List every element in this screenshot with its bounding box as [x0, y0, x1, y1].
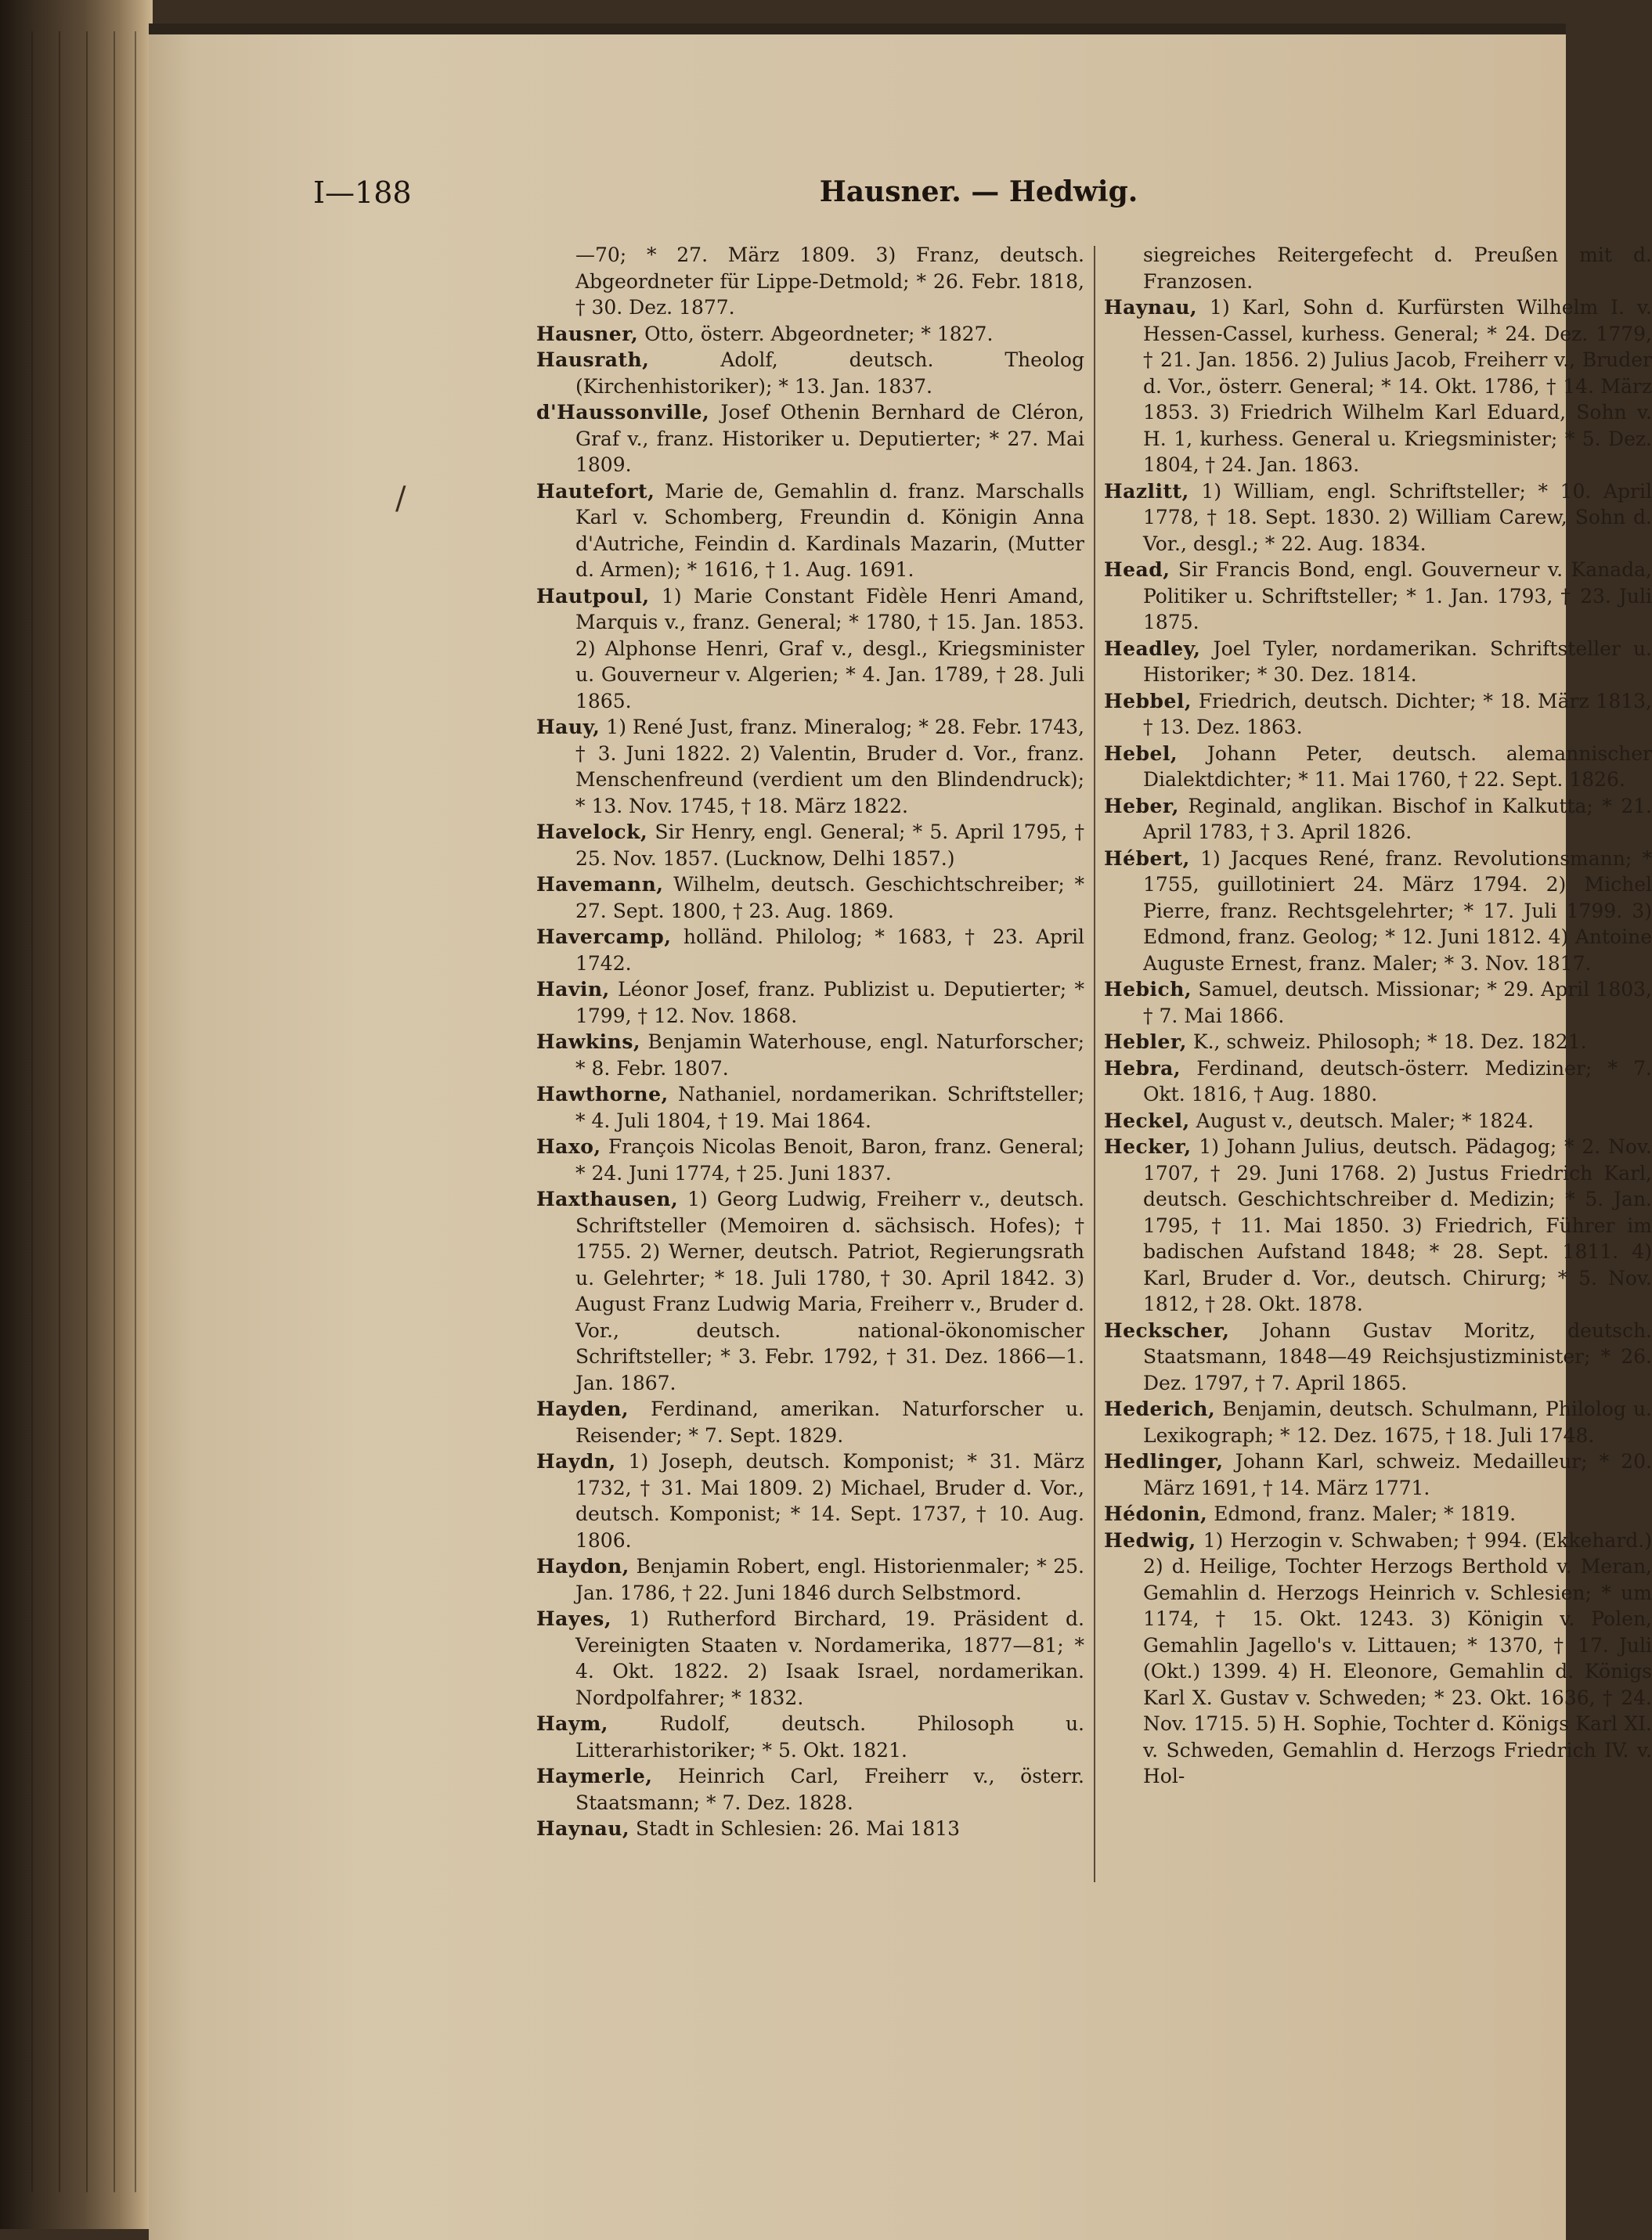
entry-headword: Hédonin, [1104, 1502, 1208, 1525]
entry-headword: Hebich, [1104, 978, 1192, 1001]
entry-text: 1) Jacques René, franz. Revolutionsmann; * 1755, guillotiniert 24. März 1794. 2) Michel Pierre, franz. Rechtsgelehrter; * 17. Juli 1799. 3) Edmond, franz. Geolog; * 12. Juni 1812. 4) Antoine Auguste Ernest, franz. Maler; * 3. Nov. 1817. [1143, 846, 1652, 975]
entry-text: Johann Karl, schweiz. Medailleur; * 20. März 1691, † 14. März 1771. [1143, 1450, 1652, 1499]
dictionary-entry [1104, 846, 1652, 977]
entry-headword: d'Haussonville, [536, 401, 710, 424]
column-divider [1094, 246, 1095, 1882]
entry-headword: Hecker, [1104, 1135, 1192, 1158]
dictionary-entry [1104, 1134, 1652, 1318]
entry-headword: Haym, [536, 1712, 609, 1735]
entry-headword: Hawthorne, [536, 1083, 669, 1106]
dictionary-entry [536, 242, 1084, 321]
dictionary-entry [1104, 557, 1652, 636]
entry-headword: Hebler, [1104, 1030, 1187, 1053]
entry-headword: Hebel, [1104, 741, 1178, 765]
dictionary-entry [536, 976, 1084, 1029]
dictionary-entry [1104, 636, 1652, 688]
entry-headword: Hedlinger, [1104, 1450, 1224, 1473]
entry-text: siegreiches Reitergefecht d. Preußen mit d. Franzosen. [1143, 243, 1652, 293]
entry-headword: Hawkins, [536, 1030, 641, 1053]
right-column [1104, 242, 1652, 1790]
dictionary-entry [536, 1816, 1084, 1842]
entry-headword: Hederich, [1104, 1398, 1216, 1420]
dictionary-entry [536, 478, 1084, 583]
dictionary-entry [536, 1186, 1084, 1396]
entry-headword: Haynau, [1104, 296, 1198, 319]
dictionary-entry [1104, 1501, 1652, 1528]
entry-text: 1) Karl, Sohn d. Kurfürsten Wilhelm I. v. Hessen-Cassel, kurhess. General; * 24. Dez. 1779, † 21. Jan. 1856. 2) Julius Jacob, Freiherr v., Bruder d. Vor., österr. General; * 14. Okt. 1786, † 14. März 1853. 3) Friedrich Wilhelm Karl Eduard, Sohn v. H. 1, kurhess. General u. Kriegsminister; * 5. Dez. 1804, † 24. Jan. 1863. [1143, 296, 1652, 476]
entry-text: Ferdinand, amerikan. Naturforscher u. Reisender; * 7. Sept. 1829. [575, 1398, 1084, 1447]
entry-headword: Hebbel, [1104, 689, 1192, 712]
entry-text: 1) Rutherford Birchard, 19. Präsident d. Vereinigten Staaten v. Nordamerika, 1877—81; * 4. Okt. 1822. 2) Isaak Israel, nordamerikan. Nordpolfahrer; * 1832. [575, 1607, 1084, 1709]
entry-text: Johann Peter, deutsch. alemannischer Dialektdichter; * 11. Mai 1760, † 22. Sept. 1826. [1143, 741, 1652, 791]
entry-text: Ferdinand, deutsch-österr. Mediziner; * 7. Okt. 1816, † Aug. 1880. [1143, 1056, 1652, 1106]
dictionary-entry [536, 1763, 1084, 1816]
entry-text: Rudolf, deutsch. Philosoph u. Litterarhistoriker; * 5. Okt. 1821. [575, 1712, 1084, 1762]
dictionary-entry [536, 819, 1084, 871]
entry-headword: Haymerle, [536, 1765, 653, 1787]
entry-text: 1) Johann Julius, deutsch. Pädagog; * 2. Nov. 1707, † 29. Juni 1768. 2) Justus Friedrich Karl, deutsch. Geschichtschreiber d. Medizin; * 5. Jan. 1795, † 11. Mai 1850. 3) Friedrich, Führer im badischen Aufstand 1848; * 28. Sept. 1811. 4) Karl, Bruder d. Vor., deutsch. Chirurg; * 5. Nov. 1812, † 28. Okt. 1878. [1143, 1135, 1652, 1315]
entry-text: 1) William, engl. Schriftsteller; * 10. April 1778, † 18. Sept. 1830. 2) William Carew, Sohn d. Vor., desgl.; * 22. Aug. 1834. [1143, 479, 1652, 555]
dictionary-entry [1104, 1448, 1652, 1501]
dictionary-entry [536, 871, 1084, 924]
left-column [536, 242, 1084, 1842]
page-header [313, 175, 1644, 222]
dictionary-entry [536, 1029, 1084, 1081]
dictionary-entry [536, 714, 1084, 819]
dictionary-entry [1104, 1029, 1652, 1055]
running-head: Hausner. — Hedwig. [819, 175, 1138, 208]
dictionary-entry [1104, 793, 1652, 846]
entry-headword: Hebra, [1104, 1056, 1181, 1080]
entry-text: Nathaniel, nordamerikan. Schriftsteller; * 4. Juli 1804, † 19. Mai 1864. [575, 1083, 1084, 1132]
entry-headword: Havemann, [536, 873, 664, 896]
dictionary-entry [536, 924, 1084, 976]
entry-headword: Havelock, [536, 821, 648, 843]
entry-text: Benjamin Robert, engl. Historienmaler; * 25. Jan. 1786, † 22. Juni 1846 durch Selbstmord. [575, 1555, 1084, 1604]
dictionary-entry [536, 1606, 1084, 1711]
dictionary-entry [536, 1081, 1084, 1134]
dictionary-entry [1104, 976, 1652, 1029]
entry-text: Otto, österr. Abgeordneter; * 1827. [638, 322, 994, 345]
dictionary-entry [536, 1134, 1084, 1186]
dictionary-entry [536, 1448, 1084, 1553]
entry-text: Heinrich Carl, Freiherr v., österr. Staatsmann; * 7. Dez. 1828. [575, 1765, 1084, 1814]
entry-headword: Heckscher, [1104, 1318, 1230, 1342]
entry-headword: Haxo, [536, 1135, 601, 1158]
entry-text: Edmond, franz. Maler; * 1819. [1207, 1502, 1517, 1525]
entry-headword: Hautefort, [536, 479, 655, 503]
entry-text: 1) Georg Ludwig, Freiherr v., deutsch. Schriftsteller (Memoiren d. sächsisch. Hofes); † 1755. 2) Werner, deutsch. Patriot, Regierungsrath u. Gelehrter; * 18. Juli 1780, † 30. April 1842. 3) August Franz Ludwig Maria, Freiherr v., Bruder d. Vor., deutsch. national-ökonomischer Schriftsteller; * 3. Febr. 1792, † 31. Dez. 1866—1. Jan. 1867. [575, 1188, 1084, 1394]
page-edge-line [135, 31, 136, 2192]
entry-headword: Haxthausen, [536, 1188, 679, 1210]
entry-headword: Havercamp, [536, 925, 672, 948]
entry-headword: Havin, [536, 978, 610, 1001]
entry-headword: Head, [1104, 558, 1170, 581]
entry-text: Benjamin Waterhouse, engl. Naturforscher; * 8. Febr. 1807. [575, 1030, 1084, 1080]
dictionary-entry [1104, 1396, 1652, 1448]
entry-text: Adolf, deutsch. Theolog (Kirchenhistoriker); * 13. Jan. 1837. [575, 348, 1084, 398]
dictionary-entry [1104, 688, 1652, 741]
dictionary-entry [536, 321, 1084, 348]
entry-headword: Hébert, [1104, 846, 1190, 870]
dictionary-entry [1104, 1318, 1652, 1397]
dictionary-entry [1104, 1108, 1652, 1134]
entry-text: Benjamin, deutsch. Schulmann, Philolog u. Lexikograph; * 12. Dez. 1675, † 18. Juli 1748. [1143, 1398, 1652, 1447]
entry-text: Josef Othenin Bernhard de Cléron, Graf v., franz. Historiker u. Deputierter; * 27. Mai 1809. [575, 401, 1084, 476]
dictionary-entry [1104, 478, 1652, 557]
entry-headword: Hayden, [536, 1398, 629, 1420]
entry-text: Friedrich, deutsch. Dichter; * 18. März 1813, † 13. Dez. 1863. [1143, 689, 1652, 738]
entry-headword: Haynau, [536, 1817, 630, 1840]
entry-text: K., schweiz. Philosoph; * 18. Dez. 1821. [1186, 1030, 1587, 1053]
entry-text: Sir Francis Bond, engl. Gouverneur v. Kanada, Politiker u. Schriftsteller; * 1. Jan. 1793, † 23. Juli 1875. [1143, 558, 1652, 633]
entry-headword: Haydn, [536, 1450, 616, 1473]
entry-headword: Heber, [1104, 794, 1179, 817]
entry-text: August v., deutsch. Maler; * 1824. [1189, 1109, 1535, 1132]
entry-text: 1) Marie Constant Fidèle Henri Amand, Marquis v., franz. General; * 1780, † 15. Jan. 1853. 2) Alphonse Henri, Graf v., desgl., Kriegsminister u. Gouverneur v. Algerien; * 4. Jan. 1789, † 28. Juli 1865. [575, 584, 1084, 712]
entry-headword: Hautpoul, [536, 584, 650, 608]
entry-text: 1) René Just, franz. Mineralog; * 28. Febr. 1743, † 3. Juni 1822. 2) Valentin, Bruder d. Vor., franz. Menschenfreund (verdient um den Blindendruck); * 13. Nov. 1745, † 18. März 1822. [575, 716, 1084, 817]
entry-text: Joel Tyler, nordamerikan. Schriftsteller u. Historiker; * 30. Dez. 1814. [1143, 637, 1652, 686]
dictionary-entry [536, 1711, 1084, 1763]
entry-headword: Heckel, [1104, 1109, 1190, 1132]
entry-text: Marie de, Gemahlin d. franz. Marschalls Karl v. Schomberg, Freundin d. Königin Anna d'Autriche, Feindin d. Kardinals Mazarin, (Mutter d. Armen); * 1616, † 1. Aug. 1691. [575, 479, 1084, 581]
entry-headword: Hauy, [536, 716, 601, 738]
dictionary-entry [1104, 1528, 1652, 1790]
dictionary-entry [536, 347, 1084, 399]
page-edge-line [114, 31, 115, 2192]
dictionary-entry [1104, 741, 1652, 793]
entry-headword: Hedwig, [1104, 1528, 1196, 1552]
book-spine [0, 0, 153, 2229]
entry-text: Léonor Josef, franz. Publizist u. Deputierter; * 1799, † 12. Nov. 1868. [575, 978, 1084, 1027]
page-edge-line [59, 31, 60, 2192]
page-number: I—188 [313, 175, 412, 210]
entry-text: 1) Herzogin v. Schwaben; † 994. (Ekkehard.) 2) d. Heilige, Tochter Herzogs Berthold v. Meran, Gemahlin d. Herzogs Heinrich v. Schlesien; * um 1174, † 15. Okt. 1243. 3) Königin v. Polen, Gemahlin Jagello's v. Littauen; * 1370, † 17. Juli (Okt.) 1399. 4) H. Eleonore, Gemahlin d. Königs Karl X. Gustav v. Schweden; * 23. Okt. 1636, † 24. Nov. 1715. 5) H. Sophie, Tochter d. Königs Karl XI. v. Schweden, Gemahlin d. Herzogs Friedrich IV. v. Hol- [1143, 1528, 1652, 1787]
entry-text: Stadt in Schlesien: 26. Mai 1813 [629, 1817, 961, 1840]
entry-text: Wilhelm, deutsch. Geschichtschreiber; * 27. Sept. 1800, † 23. Aug. 1869. [575, 873, 1084, 922]
entry-headword: Hayes, [536, 1607, 612, 1630]
entry-text: Sir Henry, engl. General; * 5. April 1795, † 25. Nov. 1857. (Lucknow, Delhi 1857.) [575, 821, 1084, 870]
entry-headword: Hausner, [536, 322, 639, 345]
margin-tick-mark: / [395, 481, 406, 517]
entry-headword: Hausrath, [536, 348, 650, 371]
entry-text: —70; * 27. März 1809. 3) Franz, deutsch. Abgeordneter für Lippe-Detmold; * 26. Febr. 1818, † 30. Dez. 1877. [575, 243, 1084, 319]
page-edge-line [31, 31, 33, 2192]
entry-text: Johann Gustav Moritz, deutsch. Staatsmann, 1848—49 Reichsjustizminister; * 26. Dez. 1797, † 7. April 1865. [1143, 1318, 1652, 1394]
entry-headword: Haydon, [536, 1555, 629, 1578]
entry-text: François Nicolas Benoit, Baron, franz. General; * 24. Juni 1774, † 25. Juni 1837. [575, 1135, 1084, 1185]
entry-text: Reginald, anglikan. Bischof in Kalkutta; * 21. April 1783, † 3. April 1826. [1143, 794, 1652, 843]
dictionary-entry [1104, 242, 1652, 294]
dictionary-entry [1104, 294, 1652, 478]
dictionary-entry [1104, 1055, 1652, 1108]
dictionary-entry [536, 1396, 1084, 1448]
entry-text: holländ. Philolog; * 1683, † 23. April 1742. [575, 925, 1084, 975]
dictionary-entry [536, 1553, 1084, 1606]
dictionary-entry [536, 583, 1084, 715]
book-page [149, 23, 1652, 2240]
dictionary-entry [536, 399, 1084, 478]
page-edge-line [86, 31, 88, 2192]
entry-headword: Headley, [1104, 637, 1201, 660]
entry-headword: Hazlitt, [1104, 479, 1189, 503]
entry-text: 1) Joseph, deutsch. Komponist; * 31. März 1732, † 31. Mai 1809. 2) Michael, Bruder d. Vor., deutsch. Komponist; * 14. Sept. 1737, † 10. Aug. 1806. [575, 1450, 1084, 1552]
entry-text: Samuel, deutsch. Missionar; * 29. April 1803, † 7. Mai 1866. [1143, 978, 1652, 1027]
